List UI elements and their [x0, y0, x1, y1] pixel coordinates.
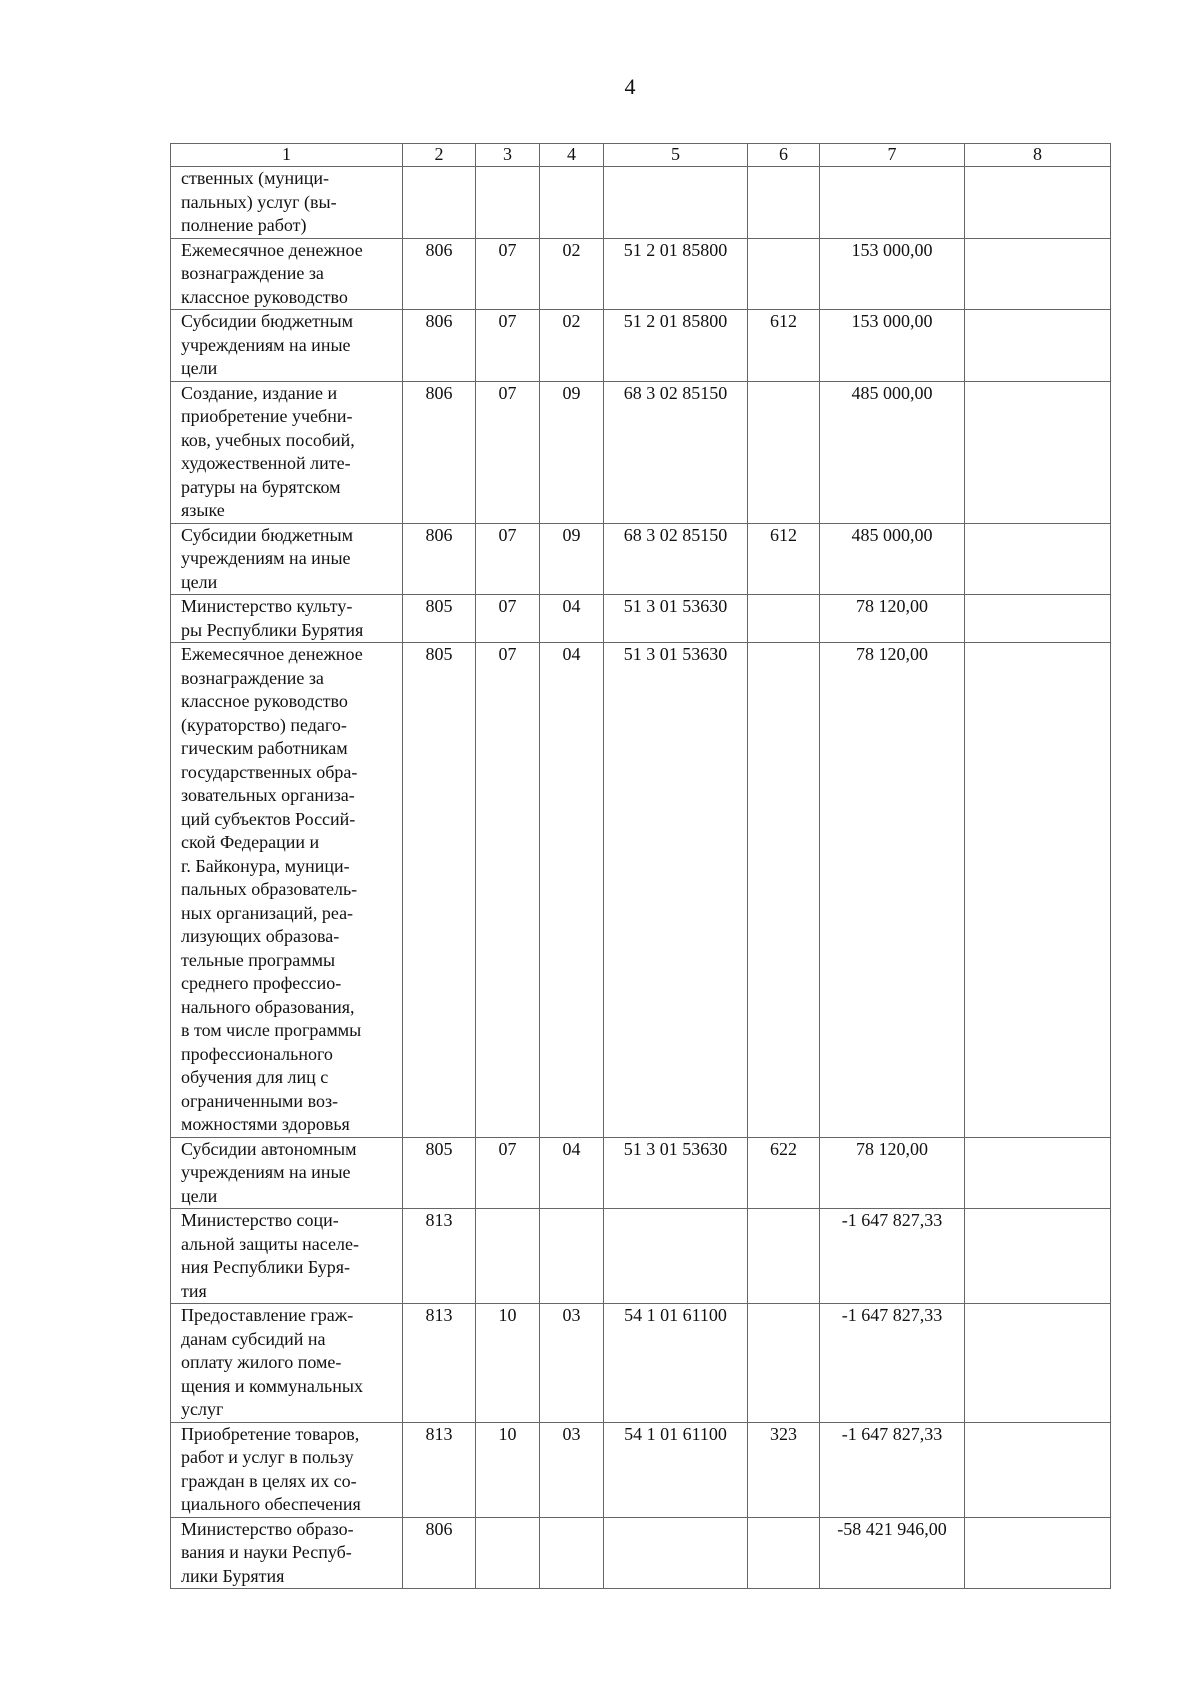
cell-code: 813 [403, 1304, 476, 1423]
table-row [171, 643, 1111, 1138]
header-col-3: 3 [476, 144, 540, 167]
cell-amount: 78 120,00 [820, 595, 965, 643]
cell-expense-type: 323 [748, 1422, 820, 1517]
header-col-2: 2 [403, 144, 476, 167]
table-row [171, 1137, 1111, 1209]
cell-subsection: 04 [540, 643, 604, 1138]
cell-col-8 [965, 1422, 1111, 1517]
cell-expense-type [748, 1304, 820, 1423]
cell-expense-type [748, 595, 820, 643]
cell-item-name: Ежемесячное денежное вознаграждение за классное руководство [171, 238, 403, 310]
cell-section [476, 167, 540, 239]
cell-item-name: Субсидии автономным учреждениям на иные цели [171, 1137, 403, 1209]
cell-target-article: 51 3 01 53630 [604, 643, 748, 1138]
cell-target-article: 51 3 01 53630 [604, 1137, 748, 1209]
cell-subsection: 09 [540, 381, 604, 523]
table-body [171, 167, 1111, 1589]
cell-item-name: ственных (муници- пальных) услуг (вы- полнение работ) [171, 167, 403, 239]
cell-section [476, 1209, 540, 1304]
cell-section: 07 [476, 381, 540, 523]
cell-amount: -1 647 827,33 [820, 1304, 965, 1423]
cell-expense-type [748, 238, 820, 310]
cell-section: 07 [476, 523, 540, 595]
cell-subsection: 03 [540, 1304, 604, 1423]
cell-item-name: Ежемесячное денежное вознаграждение за классное руководство (кураторство) педаго- гическим работникам государственных обра- зовательных организа- ций субъектов Россий- ской Федерации и г. Байконура, муници- пальных образователь- ных организаций, реа- лизующих образова- тельные программы среднего профессио- нального образования, в том числе программы профессионального обучения для лиц с ограниченными воз- можностями здоровья [171, 643, 403, 1138]
cell-subsection: 04 [540, 1137, 604, 1209]
cell-target-article [604, 167, 748, 239]
header-col-4: 4 [540, 144, 604, 167]
table-row [171, 167, 1111, 239]
cell-section: 07 [476, 238, 540, 310]
cell-code: 813 [403, 1209, 476, 1304]
cell-amount: 153 000,00 [820, 310, 965, 382]
cell-code: 806 [403, 1517, 476, 1589]
cell-section: 07 [476, 1137, 540, 1209]
cell-expense-type [748, 1209, 820, 1304]
cell-section: 07 [476, 310, 540, 382]
header-col-5: 5 [604, 144, 748, 167]
table-row [171, 1209, 1111, 1304]
cell-col-8 [965, 1137, 1111, 1209]
cell-col-8 [965, 1517, 1111, 1589]
cell-section: 07 [476, 643, 540, 1138]
header-col-6: 6 [748, 144, 820, 167]
table-row [171, 310, 1111, 382]
cell-amount: 78 120,00 [820, 643, 965, 1138]
cell-expense-type: 622 [748, 1137, 820, 1209]
cell-code: 805 [403, 1137, 476, 1209]
cell-expense-type [748, 1517, 820, 1589]
cell-col-8 [965, 1304, 1111, 1423]
table-row [171, 1304, 1111, 1423]
cell-item-name: Субсидии бюджетным учреждениям на иные цели [171, 310, 403, 382]
cell-amount: 153 000,00 [820, 238, 965, 310]
cell-target-article: 54 1 01 61100 [604, 1304, 748, 1423]
cell-target-article: 51 2 01 85800 [604, 238, 748, 310]
cell-col-8 [965, 381, 1111, 523]
table-row [171, 595, 1111, 643]
budget-table [170, 143, 1111, 1589]
cell-col-8 [965, 310, 1111, 382]
cell-item-name: Министерство образо- вания и науки Респуб- лики Бурятия [171, 1517, 403, 1589]
table-row [171, 381, 1111, 523]
table-row [171, 238, 1111, 310]
cell-amount: -58 421 946,00 [820, 1517, 965, 1589]
cell-col-8 [965, 643, 1111, 1138]
cell-col-8 [965, 238, 1111, 310]
cell-item-name: Приобретение товаров, работ и услуг в пользу граждан в целях их со- циального обеспечения [171, 1422, 403, 1517]
cell-expense-type: 612 [748, 523, 820, 595]
cell-amount: -1 647 827,33 [820, 1209, 965, 1304]
cell-section: 10 [476, 1304, 540, 1423]
cell-subsection [540, 167, 604, 239]
page-number: 4 [624, 74, 636, 99]
header-col-7: 7 [820, 144, 965, 167]
table-row [171, 523, 1111, 595]
cell-target-article: 54 1 01 61100 [604, 1422, 748, 1517]
cell-code [403, 167, 476, 239]
cell-col-8 [965, 167, 1111, 239]
cell-expense-type: 612 [748, 310, 820, 382]
cell-expense-type [748, 643, 820, 1138]
cell-target-article: 68 3 02 85150 [604, 381, 748, 523]
cell-item-name: Субсидии бюджетным учреждениям на иные цели [171, 523, 403, 595]
cell-expense-type [748, 167, 820, 239]
cell-code: 806 [403, 238, 476, 310]
cell-amount: 78 120,00 [820, 1137, 965, 1209]
header-row [171, 144, 1111, 167]
cell-item-name: Предоставление граж- данам субсидий на оплату жилого поме- щения и коммунальных услуг [171, 1304, 403, 1423]
cell-section: 10 [476, 1422, 540, 1517]
cell-target-article: 51 2 01 85800 [604, 310, 748, 382]
cell-code: 805 [403, 643, 476, 1138]
cell-item-name: Создание, издание и приобретение учебни- ков, учебных пособий, художественной лите- ратуры на бурятском языке [171, 381, 403, 523]
cell-code: 806 [403, 523, 476, 595]
cell-subsection [540, 1209, 604, 1304]
cell-code: 805 [403, 595, 476, 643]
cell-target-article: 68 3 02 85150 [604, 523, 748, 595]
cell-subsection: 03 [540, 1422, 604, 1517]
cell-col-8 [965, 1209, 1111, 1304]
cell-code: 806 [403, 381, 476, 523]
cell-amount: -1 647 827,33 [820, 1422, 965, 1517]
cell-target-article [604, 1209, 748, 1304]
cell-section: 07 [476, 595, 540, 643]
cell-expense-type [748, 381, 820, 523]
table-row [171, 1422, 1111, 1517]
cell-subsection: 04 [540, 595, 604, 643]
cell-item-name: Министерство соци- альной защиты населе- ния Республики Буря- тия [171, 1209, 403, 1304]
cell-subsection: 02 [540, 310, 604, 382]
cell-amount: 485 000,00 [820, 523, 965, 595]
cell-subsection: 09 [540, 523, 604, 595]
cell-item-name: Министерство культу- ры Республики Бурятия [171, 595, 403, 643]
cell-amount: 485 000,00 [820, 381, 965, 523]
cell-col-8 [965, 523, 1111, 595]
cell-target-article: 51 3 01 53630 [604, 595, 748, 643]
cell-subsection [540, 1517, 604, 1589]
cell-amount [820, 167, 965, 239]
table-row [171, 1517, 1111, 1589]
cell-target-article [604, 1517, 748, 1589]
cell-col-8 [965, 595, 1111, 643]
cell-section [476, 1517, 540, 1589]
cell-subsection: 02 [540, 238, 604, 310]
cell-code: 813 [403, 1422, 476, 1517]
header-col-1: 1 [171, 144, 403, 167]
header-col-8: 8 [965, 144, 1111, 167]
cell-code: 806 [403, 310, 476, 382]
